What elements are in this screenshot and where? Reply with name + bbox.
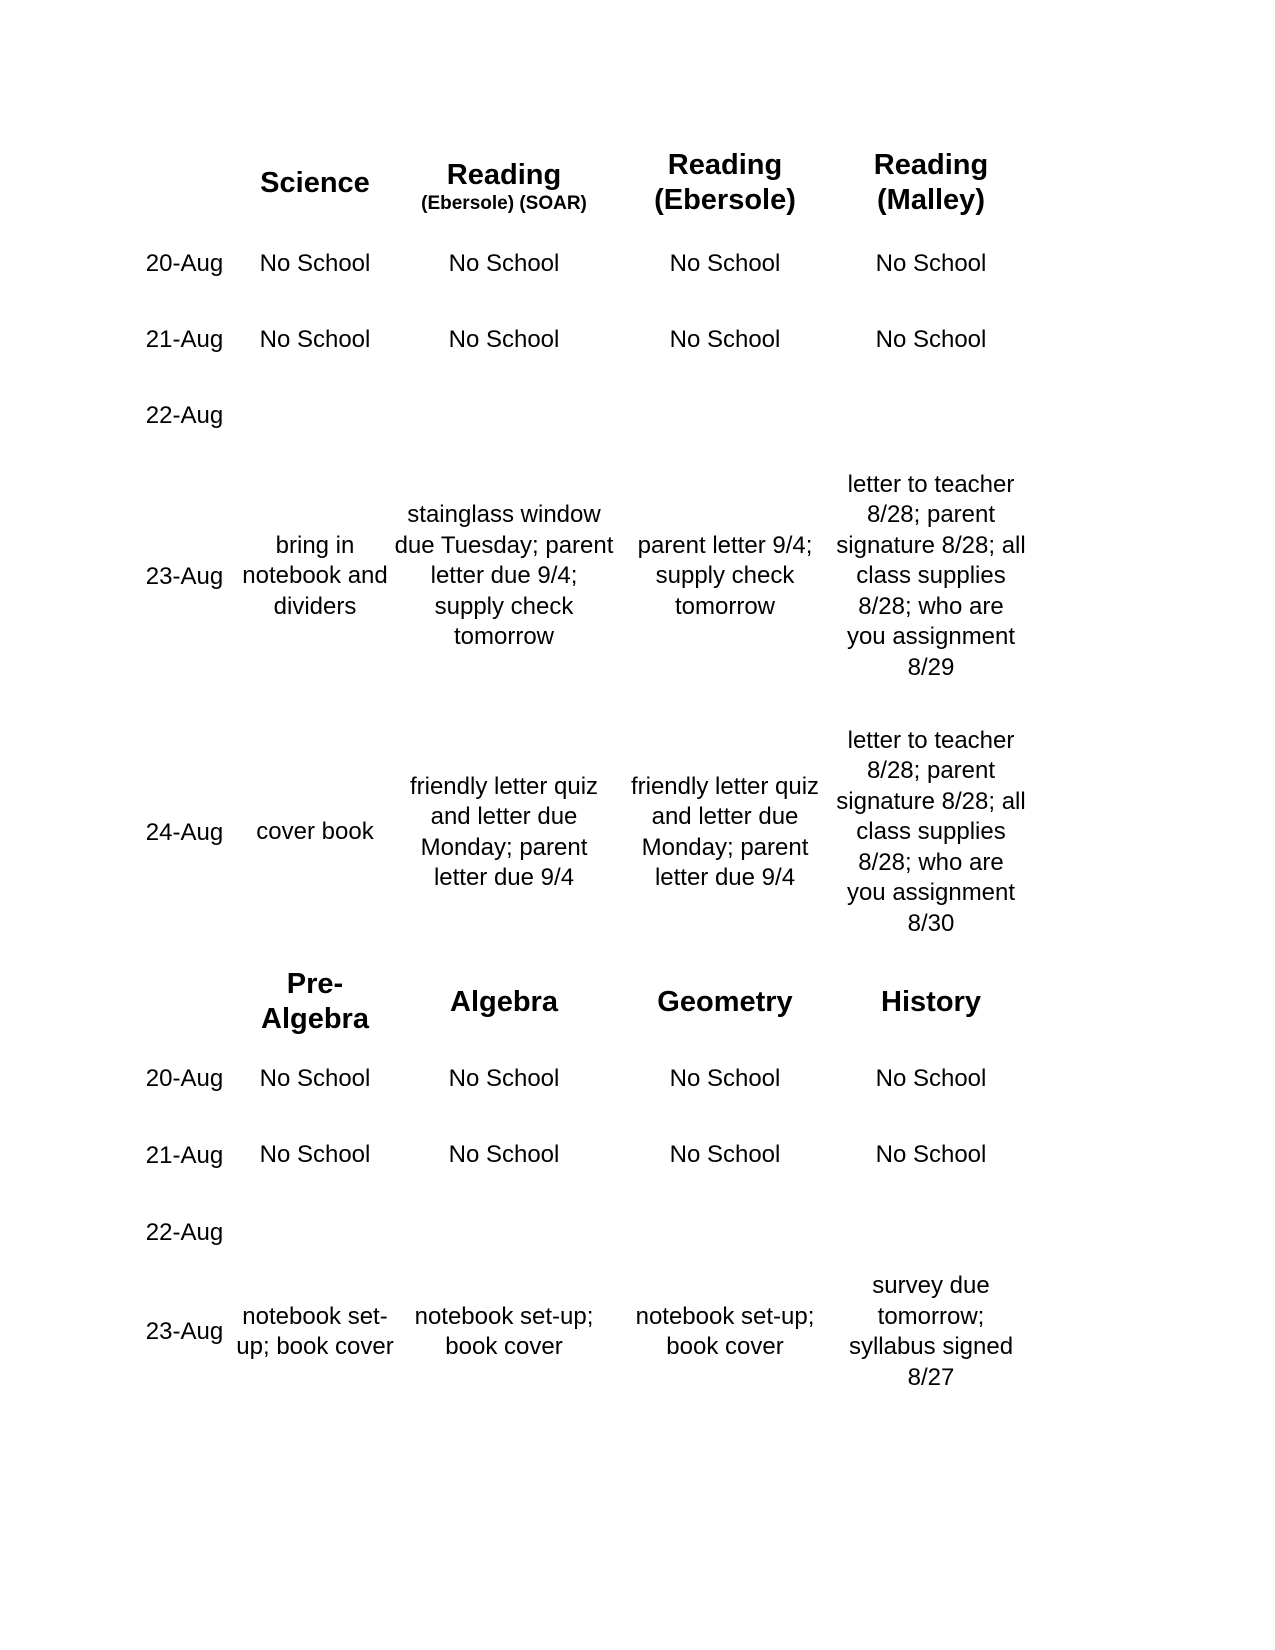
- table-cell: No School: [669, 325, 781, 353]
- table-cell: No School: [669, 1141, 781, 1169]
- schedule-table-math-history: [133, 963, 1026, 1393]
- table-cell: notebook set-up; book cover: [414, 1302, 594, 1360]
- table-cell: No School: [669, 1064, 781, 1092]
- table-row: [133, 226, 1026, 302]
- row-date: 21-Aug: [145, 326, 224, 353]
- table-cell: survey due tomorrow; syllabus signed 8/27: [848, 1272, 1014, 1391]
- header-row: [133, 140, 1026, 226]
- table-row: [133, 699, 1026, 966]
- table-cell: letter to teacher 8/28; parent signature 8/28; all class supplies 8/28; who are you assignment 8/30: [836, 726, 1026, 937]
- table-row: [133, 1194, 1026, 1271]
- column-header-reading-ebersole: [614, 140, 836, 226]
- table-cell: No School: [448, 325, 560, 353]
- header-title: Reading (Ebersole): [654, 149, 796, 216]
- column-header-pre-algebra: [236, 963, 394, 1041]
- table-row: [133, 378, 1026, 454]
- row-date: 23-Aug: [145, 562, 224, 590]
- table-cell: No School: [669, 249, 781, 277]
- header-title: History: [881, 985, 981, 1018]
- column-header-history: [836, 963, 1026, 1041]
- schedule-table-reading-science: [133, 140, 1026, 966]
- header-title: Pre- Algebra: [261, 968, 369, 1035]
- table-cell: parent letter 9/4; supply check tomorrow: [637, 531, 813, 620]
- column-header-reading-malley: [836, 140, 1026, 226]
- table-cell: notebook set-up; book cover: [635, 1302, 815, 1360]
- table-cell: No School: [259, 325, 371, 353]
- row-date: 20-Aug: [145, 250, 224, 277]
- column-header-science: [236, 140, 394, 226]
- table-row: [133, 302, 1026, 378]
- table-cell: letter to teacher 8/28; parent signature 8/28; all class supplies 8/28; who are you assignment 8/29: [836, 470, 1026, 681]
- header-title: Reading (Malley): [873, 149, 989, 216]
- table-cell: friendly letter quiz and letter due Monday; parent letter due 9/4: [409, 772, 599, 891]
- header-title: Geometry: [657, 985, 793, 1018]
- table-cell: No School: [875, 325, 987, 353]
- table-cell: stainglass window due Tuesday; parent letter due 9/4; supply check tomorrow: [394, 501, 614, 651]
- table-row: [133, 1041, 1026, 1117]
- date-column-header: [133, 963, 236, 1041]
- row-date: 20-Aug: [145, 1065, 224, 1092]
- column-header-algebra: [394, 963, 614, 1041]
- row-date: 23-Aug: [145, 1318, 224, 1345]
- header-title: Reading: [446, 158, 562, 191]
- table-row: [133, 1117, 1026, 1194]
- table-cell: No School: [259, 1141, 371, 1169]
- header-subtitle: (Ebersole) (SOAR): [421, 192, 587, 214]
- row-date: 21-Aug: [145, 1141, 224, 1169]
- table-cell: No School: [448, 1064, 560, 1092]
- table-cell: No School: [875, 249, 987, 277]
- row-date: 22-Aug: [145, 1218, 224, 1246]
- column-header-reading-soar: [394, 140, 614, 226]
- date-column-header: [133, 140, 236, 226]
- table-cell: No School: [448, 1141, 560, 1169]
- table-cell: notebook set-up; book cover: [236, 1302, 394, 1360]
- table-cell: No School: [875, 1141, 987, 1169]
- table-cell: No School: [259, 249, 371, 277]
- table-cell: bring in notebook and dividers: [242, 531, 388, 620]
- table-cell: cover book: [256, 818, 374, 846]
- table-cell: No School: [448, 249, 560, 277]
- header-row: [133, 963, 1026, 1041]
- table-cell: No School: [875, 1064, 987, 1092]
- column-header-geometry: [614, 963, 836, 1041]
- header-title: Science: [260, 166, 370, 199]
- table-cell: friendly letter quiz and letter due Monday; parent letter due 9/4: [630, 772, 820, 891]
- header-title: Algebra: [450, 985, 558, 1018]
- row-date: 24-Aug: [145, 818, 224, 846]
- table-cell: No School: [259, 1064, 371, 1092]
- table-row: [133, 454, 1026, 699]
- table-row: [133, 1271, 1026, 1393]
- row-date: 22-Aug: [145, 402, 224, 429]
